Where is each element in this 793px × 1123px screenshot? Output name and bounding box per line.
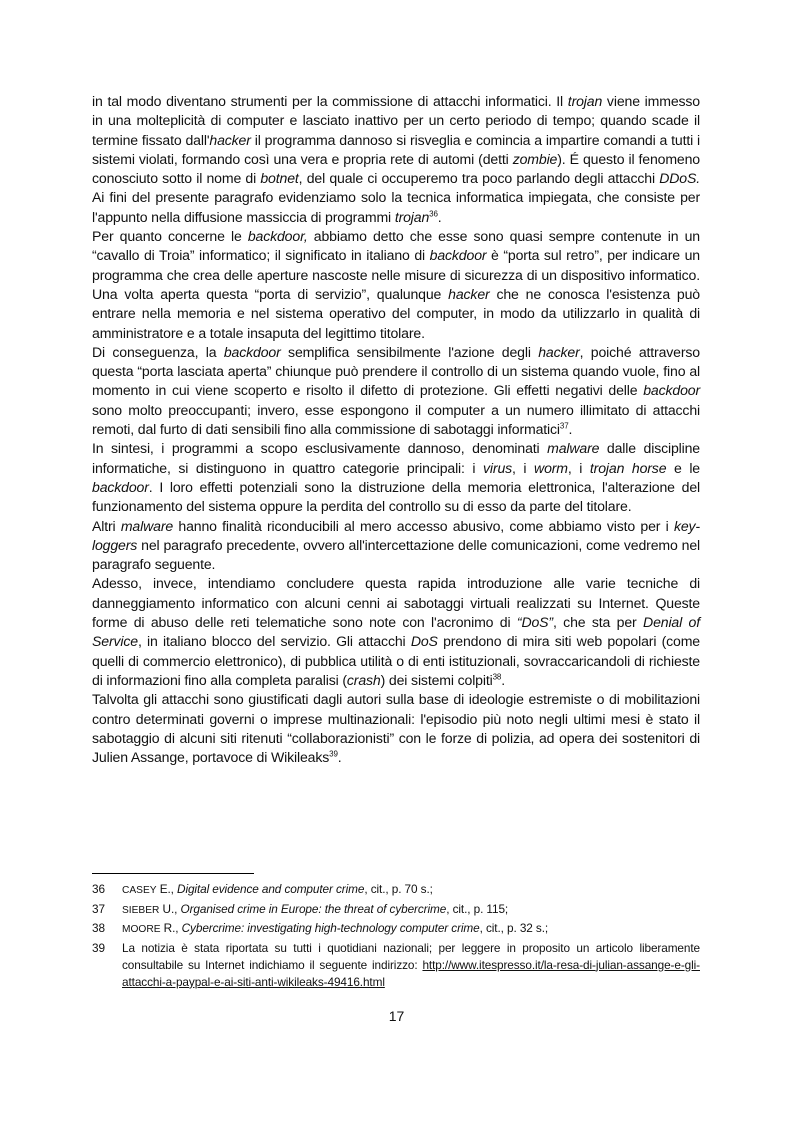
work-title: Organised crime in Europe: the threat of cybercrime — [180, 901, 447, 916]
article-link[interactable]: http://www.itespresso.it/la-resa-di-julian-assange-e-gli-attacchi-a-paypal-e-ai-siti-anti-wikileaks-49416.html — [122, 957, 700, 989]
author-name: SIEBER — [122, 904, 160, 916]
paragraph-2: Per quanto concerne le backdoor, abbiamo detto che esse sono quasi sempre contenute in un “cavallo di Troia” informatico; il significato in italiano di backdoor è “porta sul retro”, per indicare un programma che crea delle aperture nascoste nelle misure di sicurezza di un dispositivo informatico. Una volta aperta questa “porta di servizio”, qualunque hacker che ne conosca l'esistenza può entrare nella memoria e nel sistema operativo del computer, in modo da utilizzarlo in qualità di amministratore e a totale insaputa del legittimo titolare. — [92, 228, 700, 341]
footnote-number: 38 — [92, 921, 105, 935]
footnote-number: 36 — [92, 882, 105, 896]
paragraph-4: In sintesi, i programmi a scopo esclusivamente dannoso, denominati malware dalle discipline informatiche, si distinguono in quattro categorie principali: i virus, i worm, i trojan horse e le backdoor. I loro effetti potenziali sono la distruzione della memoria elettronica, l'alterazione del funzionamento del sistema oppure la perdita del controllo su di esso da parte del titolare. — [92, 440, 700, 515]
author-name: MOORE — [122, 924, 161, 935]
paragraph-6: Adesso, invece, intendiamo concludere questa rapida introduzione alle varie tecniche di danneggiamento informatico con alcuni cenni ai sabotaggi virtuali realizzati su Internet. Queste forme di abuso delle reti telematiche sono note con l'acronimo di “DoS”, che sta per Denial of Service, in italiano blocco del servizio. Gli attacchi DoS prendono di mira siti web popolari (come quelli di commercio elettronico), di pubblica utilità o di enti istituzionali, sovraccaricandoli di richieste di informazioni fino alla completa paralisi (crash) dei sistemi colpiti$^{38}$. — [92, 575, 700, 688]
footnote-ref-37[interactable]: 37 — [559, 421, 569, 431]
author-name: CASEY — [122, 885, 157, 896]
paragraph-3: Di conseguenza, la backdoor semplifica sensibilmente l'azione degli hacker, poiché attraverso questa “porta lasciata aperta” chiunque può prendere il controllo di un sistema quando vuole, fino al momento in cui viene scoperto e risolto il difetto di protezione. Gli effetti negativi delle backdoor sono molto preoccupanti; invero, esse espongono il computer a un numero illimitato di attacchi remoti, dal furto di dati sensibili fino alla commissione di sabotaggi informatici$^{37}$. — [92, 343, 700, 438]
body-text — [92, 92, 700, 767]
paragraph-5: Altri malware hanno finalità riconducibili al mero accesso abusivo, come abbiamo visto per i key-loggers nel paragrafo precedente, ovvero all'intercettazione delle comunicazioni, come vedremo nel paragrafo seguente. — [92, 517, 700, 573]
work-title: Digital evidence and computer crime — [177, 882, 365, 896]
footnotes — [92, 881, 700, 992]
footnote-37: 37 SIEBER U., Organised crime in Europe: the threat of cybercrime, cit., p. 115; — [92, 901, 700, 919]
page-number: 17 — [388, 1008, 405, 1024]
work-title: Cybercrime: investigating high-technology computer crime — [181, 921, 480, 935]
footnote-number: 39 — [92, 940, 105, 955]
footnote-ref-38[interactable]: 38 — [492, 672, 502, 682]
footnote-ref-39[interactable]: 39 — [329, 749, 338, 759]
footnote-number: 37 — [92, 901, 105, 916]
paragraph-1: in tal modo diventano strumenti per la commissione di attacchi informatici. Il trojan viene immesso in una molteplicità di computer e lasciato inattivo per un certo periodo di tempo; quando scade il termine fissato dall'hacker il programma dannoso si risveglia e comincia a impartire comandi a tutti i sistemi violati, formando così una vera e propria rete di automi (detti zombie). É questo il fenomeno conosciuto sotto il nome di botnet, del quale ci occuperemo tra poco parlando degli attacchi DDoS. Ai fini del presente paragrafo evidenziamo solo la tecnica informatica impiegata, che consiste per l'appunto nella diffusione massiccia di programmi trojan$^{36}$. — [92, 93, 700, 225]
paragraph-7: Talvolta gli attacchi sono giustificati dagli autori sulla base di ideologie estremiste o di mobilitazioni contro determinati governi o imprese multinazionali: l'episodio più noto negli ultimi mesi è stato il sabotaggio di alcuni siti ritenuti “collaborazionisti” con le forze di polizia, ad opera dei sostenitori di Julien Assange, portavoce di Wikileaks$^{39}$. — [92, 691, 700, 766]
footnote-38: 38 MOORE R., Cybercrime: investigating high-technology computer crime, cit., p. 32 s.; — [92, 920, 700, 938]
footnote-36: 36 CASEY E., Digital evidence and computer crime, cit., p. 70 s.; — [92, 881, 700, 899]
footnote-separator — [92, 873, 254, 874]
footnote-39: 39 La notizia è stata riportata su tutti i quotidiani nazionali; per leggere in proposito un articolo liberamente consultabile su Internet indichiamo il seguente indirizzo: http://www.itespresso.it/la-resa-di-julian-assange-e-gli-attacchi-a-paypal-e-ai-siti-anti-wikileaks-49416.html — [92, 940, 700, 992]
footnote-ref-36[interactable]: 36 — [429, 209, 438, 219]
